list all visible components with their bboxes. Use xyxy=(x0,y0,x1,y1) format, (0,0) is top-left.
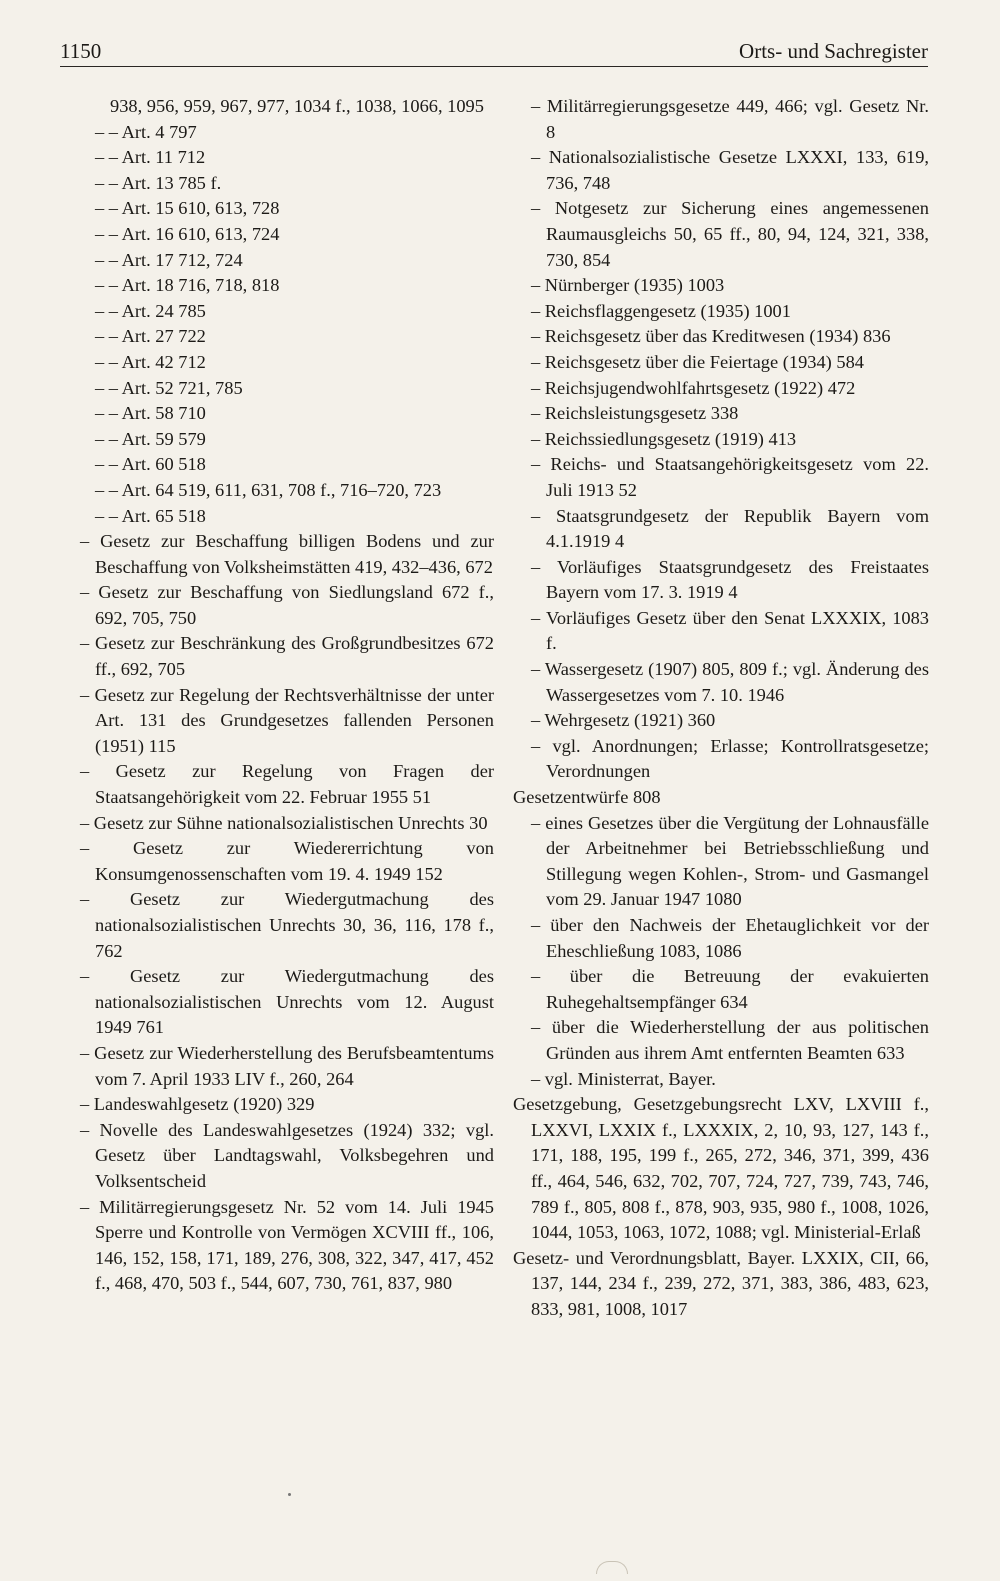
index-entry: – Nationalsozialistische Gesetze LXXXI, 133, 619, 736, 748 xyxy=(531,147,929,193)
index-entry: – Gesetz zur Beschaffung billigen Bodens und zur Beschaffung von Volksheimstätten 419, 432–436, 672 xyxy=(80,531,494,577)
index-entry: – – Art. 16 610, 613, 724 xyxy=(95,223,280,244)
index-entry: – – Art. 64 519, 611, 631, 708 f., 716–720, 723 xyxy=(95,479,442,500)
index-entry: – über die Wiederherstellung der aus politischen Gründen aus ihrem Amt entfernten Beamten 633 xyxy=(531,1017,929,1063)
index-entry: – Gesetz zur Sühne nationalsozialistischen Unrechts 30 xyxy=(80,812,488,833)
index-entry: – Gesetz zur Regelung der Rechtsverhältnisse der unter Art. 131 des Grundgesetzes fallenden Personen (1951) 115 xyxy=(80,684,494,756)
index-entry: – – Art. 59 579 xyxy=(95,428,206,449)
index-entry: – Gesetz zur Wiedergutmachung des nationalsozialistischen Unrechts 30, 36, 116, 178 f., 762 xyxy=(80,889,494,961)
index-entry: Gesetzentwürfe 808 xyxy=(513,787,661,808)
page-number: 1150 xyxy=(60,39,102,63)
running-title: Orts- und Sachregister xyxy=(739,39,928,63)
index-entry: – Novelle des Landeswahlgesetzes (1924) 332; vgl. Gesetz über Landtagswahl, Volksbegehren und Volksentscheid xyxy=(80,1119,494,1191)
index-entry: – Gesetz zur Wiedergutmachung des nationalsozialistischen Unrechts vom 12. August 1949 761 xyxy=(80,966,494,1038)
index-entry: – Militärregierungsgesetze 449, 466; vgl. Gesetz Nr. 8 xyxy=(531,96,929,142)
index-entry: – – Art. 11 712 xyxy=(95,147,206,168)
index-entry: – Reichssiedlungsgesetz (1919) 413 xyxy=(531,428,797,449)
index-entry: – über die Betreuung der evakuierten Ruhegehaltsempfänger 634 xyxy=(531,966,929,1012)
index-entry: – – Art. 52 721, 785 xyxy=(95,377,243,398)
index-entry: – vgl. Ministerrat, Bayer. xyxy=(531,1068,716,1089)
index-entry: – vgl. Anordnungen; Erlasse; Kontrollratsgesetze; Verordnungen xyxy=(531,735,929,782)
index-entry: – Reichsleistungsgesetz 338 xyxy=(531,403,739,424)
index-entry: – Wehrgesetz (1921) 360 xyxy=(531,710,716,731)
index-column-left xyxy=(62,94,494,1297)
index-entry: – – Art. 24 785 xyxy=(95,300,206,321)
index-entry: – Reichs- und Staatsangehörigkeitsgesetz vom 22. Juli 1913 52 xyxy=(531,454,929,500)
index-entry: – Gesetz zur Beschaffung von Siedlungsland 672 f., 692, 705, 750 xyxy=(80,582,494,628)
index-entry: – – Art. 65 518 xyxy=(95,505,206,526)
index-entry: – – Art. 42 712 xyxy=(95,351,206,372)
index-entry: – Notgesetz zur Sicherung eines angemessenen Raumausgleichs 50, 65 ff., 80, 94, 124, 321, 338, 730, 854 xyxy=(531,198,929,270)
index-entry: Gesetz- und Verordnungsblatt, Bayer. LXXIX, CII, 66, 137, 144, 234 f., 239, 272, 371, 383, 386, 483, 623, 833, 981, 1008, 1017 xyxy=(513,1247,929,1319)
index-entry: – – Art. 13 785 f. xyxy=(95,172,222,193)
index-entry: – – Art. 17 712, 724 xyxy=(95,249,243,270)
index-entry: – Gesetz zur Wiedererrichtung von Konsumgenossenschaften vom 19. 4. 1949 152 xyxy=(80,838,494,884)
index-entry: – Gesetz zur Wiederherstellung des Berufsbeamtentums vom 7. April 1933 LIV f., 260, 264 xyxy=(80,1042,494,1089)
index-entry: – Staatsgrundgesetz der Republik Bayern vom 4.1.1919 4 xyxy=(531,505,929,552)
index-entry: – über den Nachweis der Ehetauglichkeit vor der Eheschließung 1083, 1086 xyxy=(531,915,929,961)
index-entry: – – Art. 60 518 xyxy=(95,454,206,475)
index-entry: – Reichsflaggengesetz (1935) 1001 xyxy=(531,300,791,321)
header-rule xyxy=(60,66,928,67)
index-entry: – Reichsjugendwohlfahrtsgesetz (1922) 472 xyxy=(531,377,856,398)
index-entry: – Wassergesetz (1907) 805, 809 f.; vgl. Änderung des Wassergesetzes vom 7. 10. 1946 xyxy=(531,659,929,705)
index-entry: – Gesetz zur Regelung von Fragen der Staatsangehörigkeit vom 22. Februar 1955 51 xyxy=(80,761,494,808)
index-entry: – Landeswahlgesetz (1920) 329 xyxy=(80,1094,315,1115)
index-entry: – Reichsgesetz über die Feiertage (1934) 584 xyxy=(531,351,864,372)
index-entry: – – Art. 27 722 xyxy=(95,326,206,347)
index-entry: – – Art. 18 716, 718, 818 xyxy=(95,275,280,296)
bottom-mark xyxy=(596,1561,628,1574)
page-header xyxy=(60,28,928,64)
index-column-right xyxy=(513,94,929,1323)
index-entry: – Militärregierungsgesetz Nr. 52 vom 14. Juli 1945 Sperre und Kontrolle von Vermögen XCVIII ff., 106, 146, 152, 158, 171, 189, 276, 308, 322, 347, 417, 452 f., 468, 470, 503 f., 544, 607, 730, 761, 837, 980 xyxy=(80,1196,494,1294)
index-entry: – – Art. 4 797 xyxy=(95,121,197,142)
index-entry: – Gesetz zur Beschränkung des Großgrundbesitzes 672 ff., 692, 705 xyxy=(80,633,494,680)
index-entry: 938, 956, 959, 967, 977, 1034 f., 1038, 1066, 1095 xyxy=(110,96,484,116)
index-entry: – Reichsgesetz über das Kreditwesen (1934) 836 xyxy=(531,326,891,347)
index-entry: – – Art. 58 710 xyxy=(95,403,206,424)
index-entry: – Vorläufiges Gesetz über den Senat LXXXIX, 1083 f. xyxy=(531,607,929,654)
print-speck xyxy=(288,1493,291,1496)
index-entry: – Nürnberger (1935) 1003 xyxy=(531,275,725,296)
index-entry: Gesetzgebung, Gesetzgebungsrecht LXV, LXVIII f., LXXVI, LXXIX f., LXXXIX, 2, 10, 93, 127, 143 f., 171, 188, 195, 199 f., 265, 272, 346, 371, 399, 436 ff., 464, 546, 632, 702, 707, 724, 727, 739, 743, 746, 789 f., 805, 808 f., 878, 903, 935, 980 f., 1008, 1026, 1044, 1053, 1063, 1072, 1088; vgl. Ministerial-Erlaß xyxy=(513,1094,929,1243)
index-entry: – Vorläufiges Staatsgrundgesetz des Freistaates Bayern vom 17. 3. 1919 4 xyxy=(531,556,929,603)
index-entry: – – Art. 15 610, 613, 728 xyxy=(95,198,280,219)
index-entry: – eines Gesetzes über die Vergütung der Lohnausfälle der Arbeitnehmer bei Betriebsschließung und Stillegung wegen Kohlen-, Strom- und Gasmangel vom 29. Januar 1947 1080 xyxy=(531,812,929,910)
